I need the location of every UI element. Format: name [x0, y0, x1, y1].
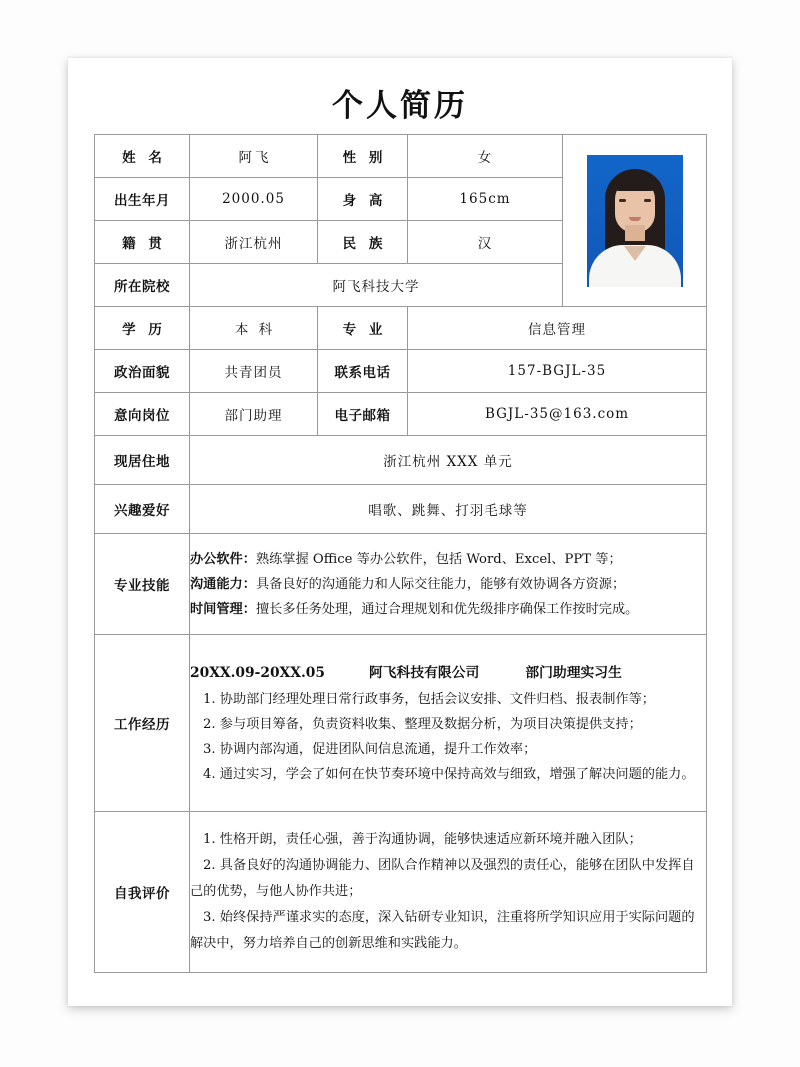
evaluation-content	[190, 812, 707, 973]
experience-item: 3. 协调内部沟通，促进团队间信息流通，提升工作效率；	[203, 741, 537, 757]
label-address: 现居住地	[95, 436, 190, 485]
label-name: 姓 名	[95, 135, 190, 178]
label-ethnic: 民 族	[318, 221, 408, 264]
label-email: 电子邮箱	[318, 393, 408, 436]
photo-eye-left	[619, 199, 626, 202]
label-skills: 专业技能	[95, 534, 190, 635]
value-gender: 女	[408, 135, 563, 178]
value-degree: 本 科	[190, 307, 318, 350]
skill-sep: ：	[242, 576, 256, 592]
label-phone: 联系电话	[318, 350, 408, 393]
experience-item: 4. 通过实习，学会了如何在快节奏环境中保持高效与细致，增强了解决问题的能力。	[203, 766, 695, 782]
value-phone: 157-BGJL-35	[408, 350, 707, 393]
experience-company: 阿飞科技有限公司	[368, 664, 480, 681]
resume-page	[68, 58, 732, 1006]
skill-item	[190, 597, 706, 622]
skill-title: 办公软件	[190, 551, 243, 567]
value-native: 浙江杭州	[190, 221, 318, 264]
label-gender: 性 别	[318, 135, 408, 178]
skill-title: 沟通能力	[190, 576, 243, 592]
avatar-id-photo	[587, 155, 683, 287]
value-address: 浙江杭州 XXX 单元	[190, 436, 707, 485]
experience-item: 1. 协助部门经理处理日常行政事务，包括会议安排、文件归档、报表制作等；	[203, 691, 655, 707]
evaluation-item: 2. 具备良好的沟通协调能力、团队合作精神以及强烈的责任心，能够在团队中发挥自己的优势，与他人协作共进；	[190, 858, 695, 899]
experience-role: 部门助理实习生	[525, 664, 622, 681]
value-school: 阿飞科技大学	[190, 264, 563, 307]
skill-item	[190, 572, 706, 597]
photo-eye-right	[644, 199, 651, 202]
skills-content	[190, 534, 707, 635]
value-name: 阿飞	[190, 135, 318, 178]
value-position: 部门助理	[190, 393, 318, 436]
table-row-political	[95, 350, 707, 393]
label-native: 籍 贯	[95, 221, 190, 264]
label-major: 专 业	[318, 307, 408, 350]
table-row-evaluation	[95, 812, 707, 973]
photo-cell	[563, 135, 707, 307]
label-experience: 工作经历	[95, 635, 190, 812]
evaluation-item: 3. 始终保持严谨求实的态度，深入钻研专业知识，注重将所学知识应用于实际问题的解决中，努力培养自己的创新思维和实践能力。	[190, 910, 695, 951]
photo-collar	[624, 246, 646, 261]
skill-text: 熟练掌握 Office 等办公软件，包括 Word、Excel、PPT 等；	[255, 551, 622, 567]
value-political: 共青团员	[190, 350, 318, 393]
value-major: 信息管理	[408, 307, 707, 350]
skill-title: 时间管理	[190, 601, 243, 617]
value-height: 165cm	[408, 178, 563, 221]
table-row-skills	[95, 534, 707, 635]
table-row-position	[95, 393, 707, 436]
label-school: 所在院校	[95, 264, 190, 307]
experience-content	[190, 635, 707, 812]
skill-text: 擅长多任务处理，通过合理规划和优先级排序确保工作按时完成。	[255, 601, 639, 617]
table-row-address	[95, 436, 707, 485]
table-row-experience	[95, 635, 707, 812]
value-ethnic: 汉	[408, 221, 563, 264]
skill-text: 具备良好的沟通能力和人际交往能力，能够有效协调各方资源；	[255, 576, 626, 592]
evaluation-item: 1. 性格开朗，责任心强，善于沟通协调，能够快速适应新环境并融入团队；	[203, 832, 642, 847]
skill-sep: ：	[242, 551, 256, 567]
photo-fringe	[614, 177, 656, 191]
experience-period: 20XX.09-20XX.05	[190, 664, 325, 681]
photo-mouth	[629, 217, 641, 221]
label-political: 政治面貌	[95, 350, 190, 393]
table-row-hobby	[95, 485, 707, 534]
value-email: BGJL-35@163.com	[408, 393, 707, 436]
label-birth: 出生年月	[95, 178, 190, 221]
label-degree: 学 历	[95, 307, 190, 350]
label-position: 意向岗位	[95, 393, 190, 436]
experience-header	[190, 660, 706, 686]
photo-neck	[625, 225, 645, 241]
table-row-name	[95, 135, 707, 178]
label-height: 身 高	[318, 178, 408, 221]
label-hobby: 兴趣爱好	[95, 485, 190, 534]
table-row-degree	[95, 307, 707, 350]
resume-table	[94, 134, 707, 973]
value-hobby: 唱歌、跳舞、打羽毛球等	[190, 485, 707, 534]
page-title: 个人简历	[332, 88, 468, 124]
skill-item	[190, 547, 706, 572]
experience-item: 2. 参与项目筹备，负责资料收集、整理及数据分析，为项目决策提供支持；	[203, 716, 642, 732]
value-birth: 2000.05	[190, 178, 318, 221]
skill-sep: ：	[242, 601, 256, 617]
label-evaluation: 自我评价	[95, 812, 190, 973]
